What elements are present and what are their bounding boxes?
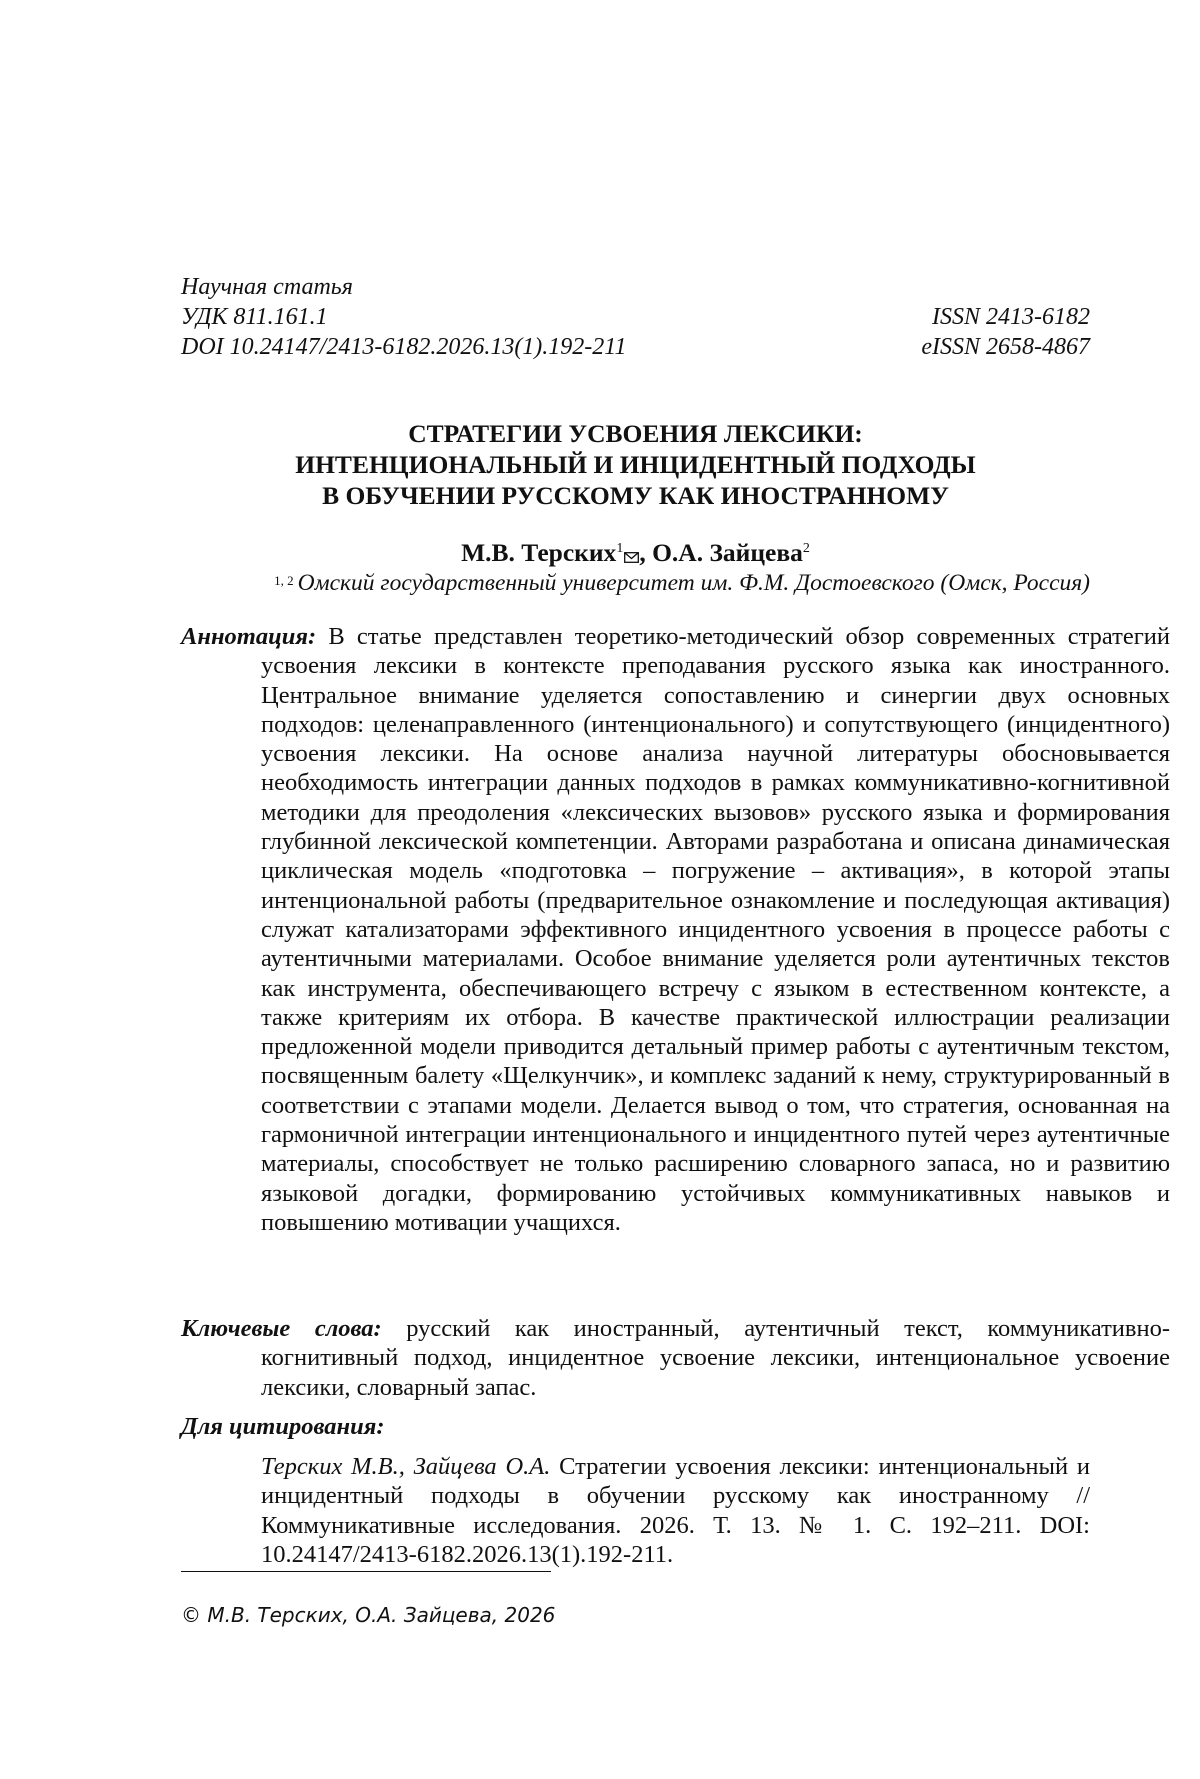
udk-issn-row [181,302,1090,332]
abstract-label: Аннотация: [181,623,317,650]
copyright: © М.В. Терских, О.А. Зайцева, 2026 [181,1603,556,1627]
author-separator: , [639,538,653,567]
citation-authors: Терских М.В., Зайцева О.А. [261,1453,551,1480]
article-type: Научная статья [181,274,353,300]
envelope-icon[interactable] [624,540,639,570]
keywords-label: Ключевые слова: [181,1315,382,1342]
authors-line [181,538,1090,568]
title-line-3: В ОБУЧЕНИИ РУССКОМУ КАК ИНОСТРАННОМУ [322,481,949,510]
affiliation-superscript: 1, 2 [274,573,294,588]
citation [181,1452,1090,1569]
affiliation [181,568,1090,598]
footnote-divider [181,1571,551,1572]
doi: DOI 10.24147/2413-6182.2026.13(1).192-211 [181,334,627,360]
keywords [181,1314,1170,1402]
abstract-text: В статье представлен теоретико-методический обзор современных стратегий усвоения лексики в контексте преподавания русского языка как иностранного. Центральное внимание уделяется сопоставлению и синергии двух основных подходов: целенаправленного (интенционального) и сопутствующего (инцидентного) усвоения лексики. На основе анализа научной литературы обосновывается необходимость интеграции данных подходов в рамках коммуникативно-когнитивной методики для преодоления «лексических вызовов» русского языка и формирования глубинной лексической компетенции. Авторами разработана и описана динамическая циклическая модель «подготовка – погружение – активация», в которой этапы интенциональной работы (предварительное ознакомление и последующая активация) служат катализаторами эффективного инцидентного усвоения в процессе работы с аутентичными материалами. Особое внимание уделяется роли аутентичных текстов как инструмента, обеспечивающего встречу с языком в естественном контексте, а также критериям их отбора. В качестве практической иллюстрации реализации предложенной модели приводится детальный пример работы с аутентичным текстом, посвященным балету «Щелкунчик», и комплекс заданий к нему, структурированный в соответствии с этапами модели. Делается вывод о том, что стратегия, основанная на гармоничной интеграции интенционального и инцидентного путей через аутентичные материалы, способствует не только расширению словарного запаса, но и развитию языковой догадки, формированию устойчивых коммуникативных навыков и повышению мотивации учащихся. [261,623,1170,1236]
title-line-2: ИНТЕНЦИОНАЛЬНЫЙ И ИНЦИДЕНТНЫЙ ПОДХОДЫ [295,450,976,479]
author-1-superscript: 1 [616,541,624,556]
affiliation-text: Омский государственный университет им. Ф.М. Достоевского (Омск, Россия) [297,570,1090,596]
citation-heading [181,1412,1090,1441]
udk-code: УДК 811.161.1 [181,304,328,330]
eissn: eISSN 2658-4867 [921,334,1090,360]
keywords-text: русский как иностранный, аутентичный текст, коммуникативно-когнитивный подход, инцидентное усвоение лексики, интенциональное усвоение лексики, словарный запас. [261,1315,1170,1401]
author-2-name: О.А. Зайцева [652,538,803,567]
issn: ISSN 2413-6182 [932,304,1090,330]
citation-label: Для цитирования: [181,1413,385,1440]
title-line-1: СТРАТЕГИИ УСВОЕНИЯ ЛЕКСИКИ: [408,419,863,448]
doi-eissn-row [181,332,1090,362]
article-title [181,418,1090,511]
citation-text: Стратегии усвоения лексики: интенциональный и инцидентный подходы в обучении русскому как иностранному // Коммуникативные исследования. 2026. Т. 13. № 1. С. 192–211. DOI: 10.24147/2413-6182.2026.13(1).192-211. [261,1453,1090,1568]
article-header [181,272,1090,362]
abstract [181,622,1170,1237]
author-2-superscript: 2 [802,541,810,556]
author-1-name: М.В. Терских [461,538,617,567]
